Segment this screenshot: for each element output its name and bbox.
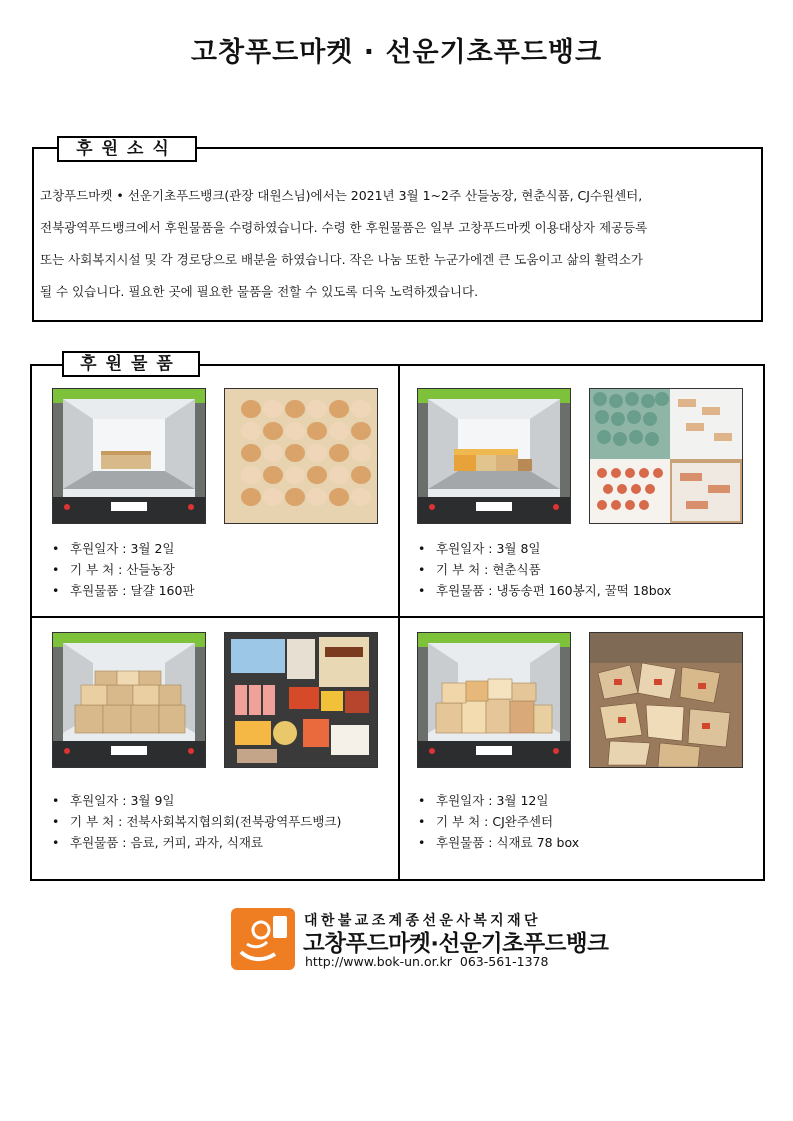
goods-label: 후원물품 : <box>70 583 131 598</box>
goods-label: 후원물품 : <box>70 835 131 850</box>
foundation-logo-icon <box>231 908 295 970</box>
food-boxes-photo <box>589 632 743 768</box>
date-label: 후원일자 : <box>436 793 497 808</box>
date-label: 후원일자 : <box>70 541 131 556</box>
bullet-icon: • <box>52 793 60 808</box>
items-section-label: 후원물품 <box>62 351 200 377</box>
truck-photo <box>52 388 206 524</box>
donation-date: 3월 2일 <box>130 541 175 556</box>
donation-date: 3월 9일 <box>130 793 175 808</box>
donation-info <box>418 538 671 601</box>
date-label: 후원일자 : <box>70 793 131 808</box>
bullet-icon: • <box>52 835 60 850</box>
giver-label: 기 부 처 : <box>436 562 493 577</box>
beverages-photo <box>224 632 378 768</box>
bullet-icon: • <box>418 835 426 850</box>
truck-photo <box>417 632 571 768</box>
giver-label: 기 부 처 : <box>70 562 127 577</box>
truck-photo <box>417 388 571 524</box>
rice-cake-photo <box>589 388 743 524</box>
donation-goods: 음료, 커피, 과자, 식재료 <box>130 835 263 850</box>
donation-date: 3월 12일 <box>496 793 549 808</box>
grid-divider <box>398 366 400 879</box>
eggs-photo <box>224 388 378 524</box>
donation-giver: 현춘식품 <box>492 562 541 577</box>
donation-goods: 식재료 78 box <box>496 835 580 850</box>
bullet-icon: • <box>52 562 60 577</box>
website-link[interactable]: http://www.bok-un.or.kr <box>305 954 452 969</box>
foundation-name: 대한불교조계종선운사복지재단 <box>304 913 541 929</box>
donation-date: 3월 8일 <box>496 541 541 556</box>
news-line: 될 수 있습니다. 필요한 곳에 필요한 물품을 전할 수 있도록 더욱 노력하겠습니다. <box>40 284 479 299</box>
donation-giver: 전북사회복지협의회(전북광역푸드뱅크) <box>126 814 342 829</box>
contact-info <box>305 954 548 969</box>
donation-info <box>52 538 195 601</box>
donation-giver: 산들농장 <box>126 562 175 577</box>
giver-label: 기 부 처 : <box>436 814 493 829</box>
phone-number: 063-561-1378 <box>459 954 549 969</box>
news-line: 고창푸드마켓 • 선운기초푸드뱅크(관장 대원스님)에서는 2021년 3월 1~2주 산들농장, 현춘식품, CJ수원센터, <box>40 188 643 203</box>
bullet-icon: • <box>418 562 426 577</box>
bullet-icon: • <box>52 583 60 598</box>
news-line: 전북광역푸드뱅크에서 후원물품을 수령하였습니다. 수령 한 후원물품은 일부 고창푸드마켓 이용대상자 제공등록 <box>40 220 648 235</box>
donation-goods: 냉동송편 160봉지, 꿀떡 18box <box>496 583 672 598</box>
donation-goods: 달걀 160판 <box>130 583 195 598</box>
page-title: 고창푸드마켓 · 선운기초푸드뱅크 <box>190 37 603 68</box>
goods-label: 후원물품 : <box>436 583 497 598</box>
grid-divider <box>32 616 763 618</box>
giver-label: 기 부 처 : <box>70 814 127 829</box>
date-label: 후원일자 : <box>436 541 497 556</box>
goods-label: 후원물품 : <box>436 835 497 850</box>
donation-info <box>52 790 341 853</box>
bullet-icon: • <box>418 541 426 556</box>
bullet-icon: • <box>418 583 426 598</box>
bullet-icon: • <box>418 793 426 808</box>
news-section-label: 후원소식 <box>57 136 197 162</box>
donation-info <box>418 790 579 853</box>
bullet-icon: • <box>418 814 426 829</box>
bullet-icon: • <box>52 541 60 556</box>
bullet-icon: • <box>52 814 60 829</box>
news-line: 또는 사회복지시설 및 각 경로당으로 배분을 하였습니다. 작은 나눔 또한 누군가에겐 큰 도움이고 삶의 활력소가 <box>40 252 643 267</box>
news-body <box>40 180 752 308</box>
truck-photo <box>52 632 206 768</box>
donation-giver: CJ완주센터 <box>492 814 554 829</box>
organization-name: 고창푸드마켓·선운기초푸드뱅크 <box>303 931 609 957</box>
